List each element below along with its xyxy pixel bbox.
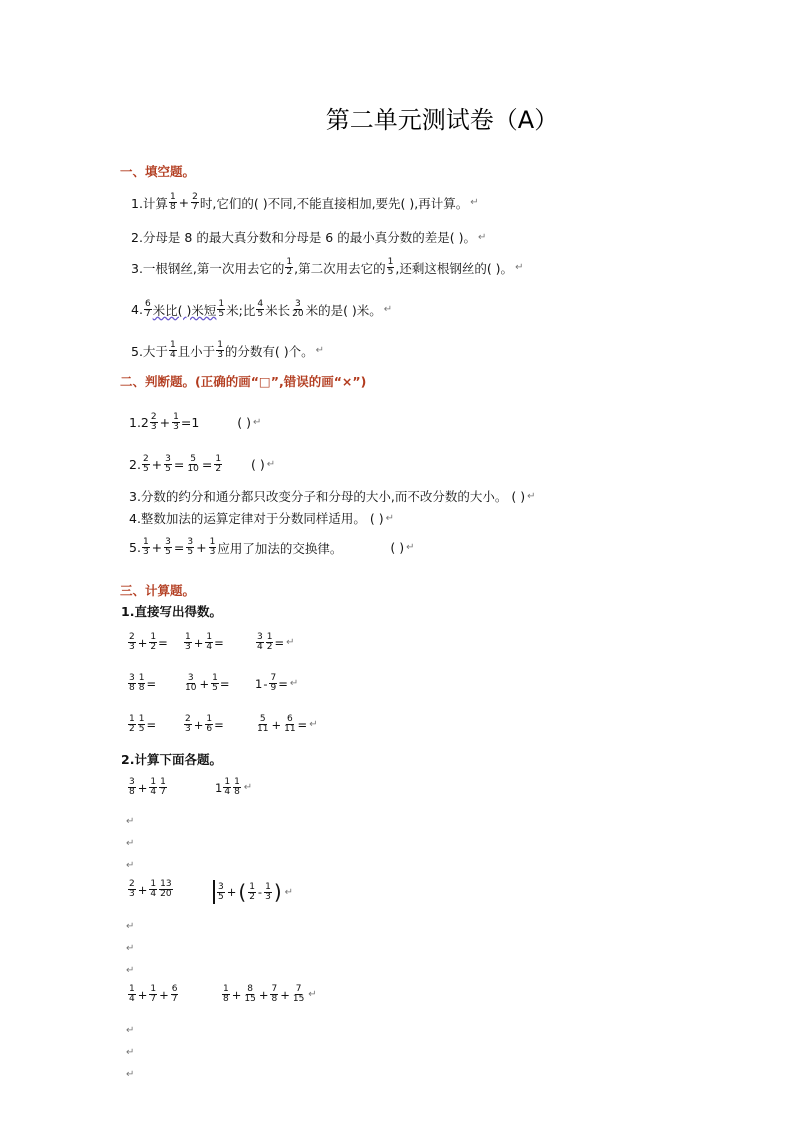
- direct-row-2: [127, 674, 647, 704]
- fraction: $\frac{3}{5}$: [165, 537, 171, 557]
- blank-line: ↵: [126, 965, 135, 976]
- compute-item: $\frac{3}{5}$ + ( $\frac{1}{2}$ - $\frac{1}{3}$ ) ↵: [213, 880, 293, 904]
- judge-question-4: [129, 509, 394, 527]
- fraction: $\frac{1}{3}$: [173, 412, 179, 432]
- blank-line: ↵: [126, 1025, 135, 1036]
- compute-item: 1 $\frac{1}{4}$ $\frac{1}{8}$ ↵: [215, 777, 253, 797]
- direct-item: $\frac{3}{8}$ $\frac{1}{8}$ =: [129, 673, 157, 693]
- blank-line: ↵: [126, 943, 135, 954]
- section-calculation: 三、计算题。: [120, 583, 196, 598]
- return-mark: ↵: [527, 490, 536, 502]
- fraction: $\frac{1}{5}$: [387, 257, 394, 277]
- fraction: $\frac{3}{5}$: [165, 454, 171, 474]
- direct-item: 1 - $\frac{7}{9}$ = ↵: [255, 673, 299, 693]
- fraction: $\frac{2}{3}$: [150, 412, 157, 432]
- fraction: $\frac{3}{20}$: [292, 299, 304, 319]
- return-mark: ↵: [470, 197, 479, 208]
- fraction: $\frac{1}{2}$: [215, 454, 222, 474]
- blank-line: ↵: [126, 921, 135, 932]
- j3-text: 3.分数的约分和通分都只改变分子和分母的大小,而不改分数的大小。 ( ): [129, 489, 526, 504]
- compute-item: $\frac{2}{3}$ + $\frac{1}{4}$ $\frac{13}{20}$: [129, 879, 172, 899]
- q4-text-e: 米的是( )米。: [305, 302, 382, 318]
- q4-text-c: 米;比: [226, 302, 256, 318]
- fill-question-1: 1.计算 $\frac{1}{8}$ + $\frac{2}{7}$ 时,它们的( )不同,不能直接相加,要先( ),再计算。 ↵: [131, 192, 479, 212]
- return-mark: ↵: [385, 512, 395, 524]
- judge-question-5: 5. $\frac{1}{3}$ + $\frac{3}{5}$ = $\frac{3}{5}$ + $\frac{1}{3}$ 应用了加法的交换律。 ( ) ↵: [129, 537, 415, 557]
- fraction: $\frac{3}{5}$: [187, 537, 194, 557]
- blank-line: ↵: [126, 1069, 135, 1080]
- j5-text-a: 5.: [129, 540, 141, 555]
- direct-item: $\frac{3}{10}$ + $\frac{1}{5}$ =: [185, 673, 230, 693]
- section-true-false: 二、判断题。(正确的画“□”,错误的画“×”): [120, 374, 367, 389]
- fraction: $\frac{4}{5}$: [257, 299, 264, 319]
- q4-text-a: 4.: [131, 302, 143, 317]
- fraction: $\frac{1}{3}$: [142, 537, 149, 557]
- fraction: $\frac{1}{2}$: [286, 257, 293, 277]
- direct-item: $\frac{1}{3}$ + $\frac{1}{4}$ =: [185, 632, 224, 652]
- fill-question-5: [131, 341, 324, 360]
- j1-text-a: 1.2: [129, 415, 149, 430]
- return-mark: ↵: [406, 542, 415, 553]
- q2-text: 2.分母是 8 的最大真分数和分母是 6 的最小真分数的差是( )。: [131, 230, 476, 245]
- return-mark: ↵: [253, 417, 262, 428]
- direct-item: $\frac{1}{2}$ $\frac{1}{5}$ =: [129, 714, 157, 734]
- fill-question-3: [131, 258, 523, 277]
- q5-text-a: 5.大于: [131, 343, 168, 359]
- blank-line: ↵: [126, 860, 135, 871]
- q1-text-a: 1.计算: [131, 195, 168, 211]
- compute-item: $\frac{1}{8}$ + $\frac{8}{15}$ + $\frac{7}{8}$ + $\frac{7}{15}$ ↵: [223, 984, 317, 1004]
- fraction: $\frac{2}{5}$: [142, 454, 149, 474]
- section-fill-in: 一、填空题。: [120, 164, 196, 179]
- fraction: $\frac{5}{10}$: [187, 454, 199, 474]
- compute-item: $\frac{1}{4}$ + $\frac{1}{7}$ + $\frac{6}{7}$: [129, 984, 178, 1004]
- fraction: $\frac{1}{4}$: [169, 340, 176, 360]
- fraction: $\frac{1}{5}$: [218, 299, 225, 319]
- sub-heading-compute: 2.计算下面各题。: [121, 752, 222, 767]
- judge-question-2: 2. $\frac{2}{5}$ + $\frac{3}{5}$ = $\frac{5}{10}$ = $\frac{1}{2}$ ( ) ↵: [129, 454, 276, 474]
- q4-text-b: 米比( )米短: [152, 302, 217, 318]
- judge-question-1: 1.2 $\frac{2}{3}$ + $\frac{1}{3}$ =1 ( ) ↵: [129, 412, 262, 432]
- q5-text-c: 的分数有( )个。: [224, 343, 314, 359]
- blank-line: ↵: [126, 1047, 135, 1058]
- compute-item: $\frac{3}{8}$ + $\frac{1}{4}$ $\frac{1}{7}$: [129, 777, 166, 797]
- return-mark: ↵: [383, 304, 393, 315]
- fraction: $\frac{1}{3}$: [209, 537, 216, 557]
- j1-text-b: =1: [180, 415, 200, 430]
- q3-text-c: ,还剩这根钢丝的( )。: [395, 260, 514, 276]
- page-title: 第二单元测试卷（A）: [325, 106, 559, 134]
- return-mark: ↵: [477, 231, 487, 243]
- q1-text-b: 时,它们的( )不同,不能直接相加,要先( ),再计算。: [199, 195, 469, 211]
- direct-item: $\frac{3}{4}$ $\frac{1}{2}$ = ↵: [257, 632, 295, 652]
- j4-text: 4.整数加法的运算定律对于分数同样适用。 ( ): [129, 511, 384, 526]
- direct-row-3: [127, 715, 647, 745]
- j5-text-b: 应用了加法的交换律。: [217, 540, 343, 556]
- sub-heading-direct: 1.直接写出得数。: [121, 604, 222, 619]
- direct-item: $\frac{2}{3}$ + $\frac{1}{2}$ =: [129, 632, 168, 652]
- compute-row-2: [127, 880, 647, 910]
- return-mark: ↵: [515, 262, 524, 273]
- return-mark: ↵: [266, 459, 276, 470]
- q3-text-b: ,第二次用去它的: [294, 260, 386, 276]
- judge-question-3: [129, 487, 536, 505]
- compute-row-3: [127, 985, 647, 1015]
- q3-text-a: 3.一根钢丝,第一次用去它的: [131, 260, 285, 276]
- blank-line: ↵: [126, 816, 135, 827]
- answer-blank[interactable]: ( ): [251, 457, 265, 472]
- return-mark: ↵: [315, 345, 325, 356]
- direct-item: $\frac{2}{3}$ + $\frac{1}{6}$ =: [185, 714, 224, 734]
- fraction: $\frac{6}{7}$: [144, 299, 151, 319]
- fill-question-4: [131, 300, 392, 319]
- q5-text-b: 且小于: [177, 343, 216, 359]
- answer-blank[interactable]: ( ): [390, 540, 405, 555]
- compute-row-1: [127, 778, 647, 808]
- fraction: $\frac{1}{8}$: [169, 192, 176, 212]
- fraction: $\frac{2}{7}$: [192, 192, 198, 212]
- direct-row-1: [127, 633, 647, 663]
- fill-question-2: [131, 228, 486, 246]
- j2-text-a: 2.: [129, 457, 141, 472]
- fraction: $\frac{1}{3}$: [217, 340, 223, 360]
- answer-blank[interactable]: ( ): [237, 415, 252, 430]
- blank-line: ↵: [126, 838, 135, 849]
- q4-text-d: 米长: [265, 302, 291, 318]
- direct-item: $\frac{5}{11}$ + $\frac{6}{11}$ = ↵: [257, 714, 318, 734]
